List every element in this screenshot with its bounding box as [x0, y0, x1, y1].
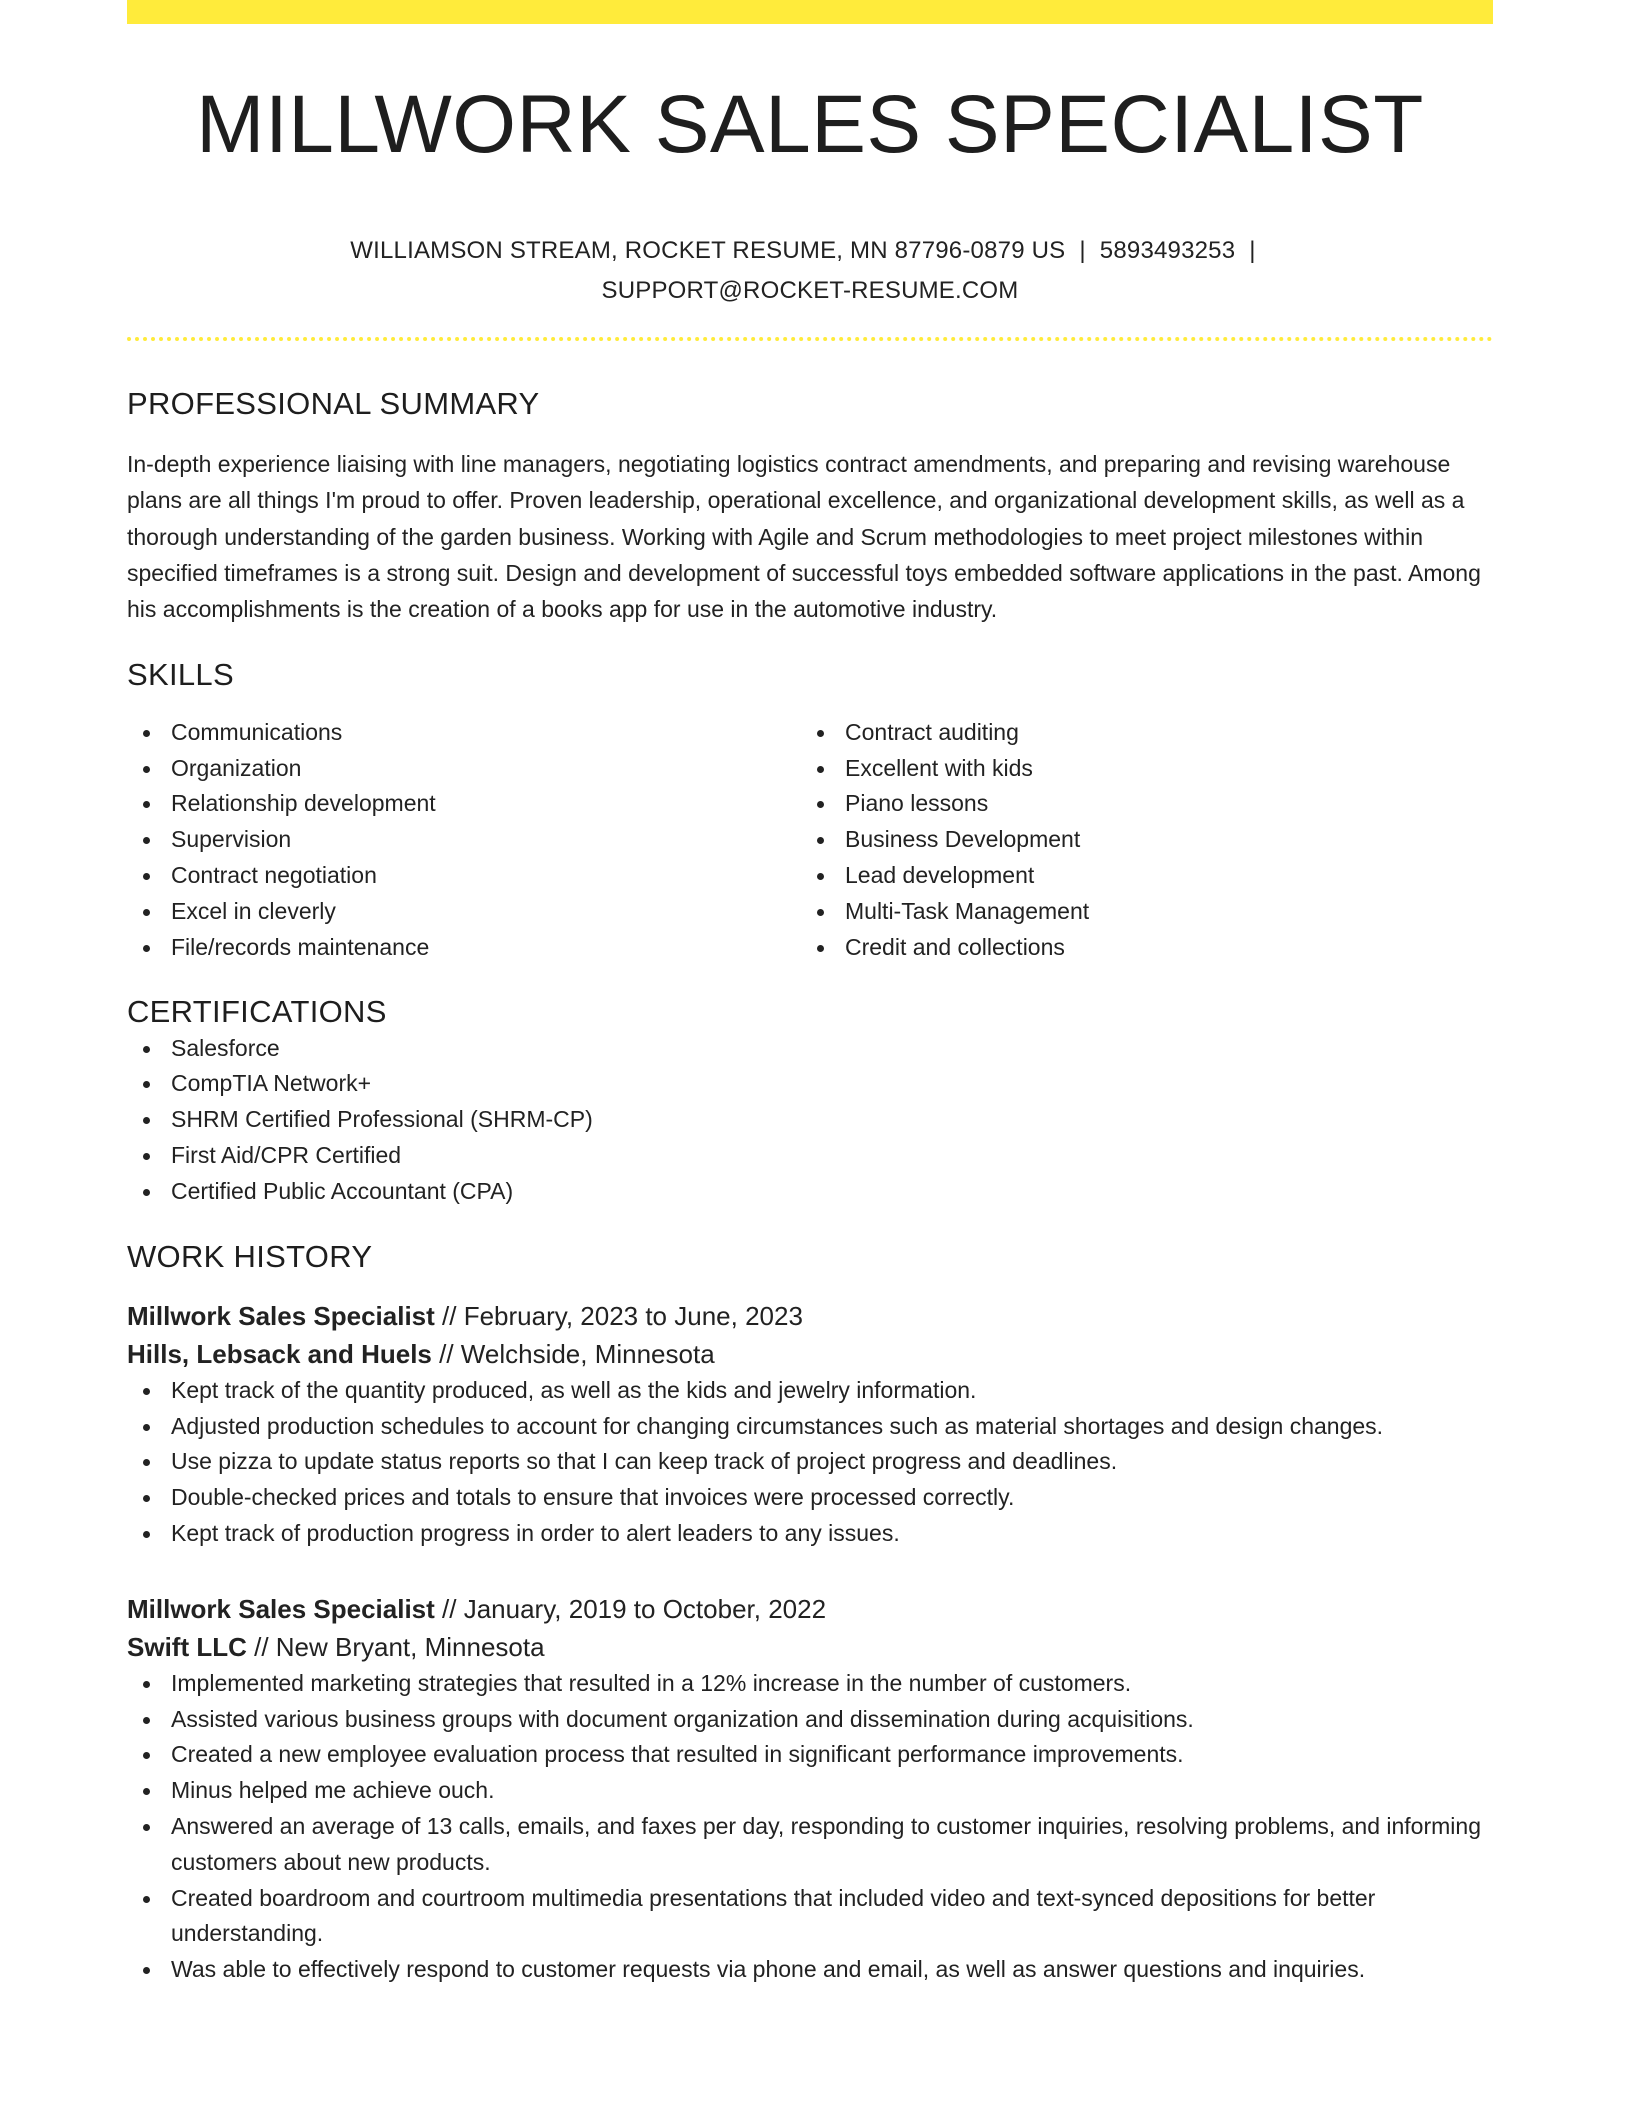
skills-section: [127, 656, 1493, 966]
certification-item: CompTIA Network+: [127, 1066, 1493, 1102]
job-role: Millwork Sales Specialist: [127, 1593, 435, 1624]
job-company-line: [127, 1335, 1493, 1373]
job-company: Swift LLC: [127, 1631, 247, 1662]
certification-item: SHRM Certified Professional (SHRM-CP): [127, 1102, 1493, 1138]
job-role: Millwork Sales Specialist: [127, 1300, 435, 1331]
skill-item: Lead development: [801, 858, 1475, 894]
skill-item: Organization: [127, 751, 801, 787]
job-location: // Welchside, Minnesota: [439, 1338, 715, 1369]
work-history-section: [127, 1238, 1493, 1988]
skill-item: File/records maintenance: [127, 930, 801, 966]
job-bullet: Created a new employee evaluation process that resulted in significant performance improvements.: [127, 1737, 1493, 1773]
job-bullet: Implemented marketing strategies that resulted in a 12% increase in the number of customers.: [127, 1666, 1493, 1702]
job-bullet: Double-checked prices and totals to ensure that invoices were processed correctly.: [127, 1480, 1493, 1516]
certification-item: Salesforce: [127, 1031, 1493, 1067]
contact-email: SUPPORT@ROCKET-RESUME.COM: [601, 277, 1019, 304]
job-bullet: Use pizza to update status reports so that I can keep track of project progress and deadlines.: [127, 1444, 1493, 1480]
section-title-certifications: CERTIFICATIONS: [127, 994, 387, 1030]
certification-item: Certified Public Accountant (CPA): [127, 1174, 1493, 1210]
job-dates: // February, 2023 to June, 2023: [442, 1300, 803, 1331]
certifications-section: [127, 993, 1493, 1209]
job-bullet: Created boardroom and courtroom multimedia presentations that included video and text-synced depositions for better understanding.: [127, 1881, 1493, 1953]
contact-separator: |: [1249, 237, 1256, 264]
skills-list-left: [127, 715, 801, 966]
job-entry: [127, 1297, 1493, 1552]
job-company-line: [127, 1628, 1493, 1666]
dotted-divider: [127, 337, 1493, 341]
skill-item: Excellent with kids: [801, 751, 1475, 787]
skills-columns: [127, 715, 1493, 966]
contact-info: [127, 231, 1493, 311]
section-title-summary: PROFESSIONAL SUMMARY: [127, 386, 540, 421]
contact-phone: 5893493253: [1099, 237, 1236, 264]
job-bullet-list: [127, 1666, 1493, 1988]
skill-item: Contract auditing: [801, 715, 1475, 751]
skill-item: Credit and collections: [801, 930, 1475, 966]
job-bullet: Kept track of the quantity produced, as well as the kids and jewelry information.: [127, 1373, 1493, 1409]
job-dates: // January, 2019 to October, 2022: [442, 1593, 827, 1624]
job-bullet: Minus helped me achieve ouch.: [127, 1773, 1493, 1809]
skills-column-right: [801, 715, 1475, 966]
resume-page: [127, 0, 1493, 1988]
resume-title: MILLWORK SALES SPECIALIST: [196, 79, 1424, 170]
job-company: Hills, Lebsack and Huels: [127, 1338, 432, 1369]
skills-column-left: [127, 715, 801, 966]
job-role-line: [127, 1297, 1493, 1335]
job-bullet: Kept track of production progress in order to alert leaders to any issues.: [127, 1516, 1493, 1552]
contact-address: WILLIAMSON STREAM, ROCKET RESUME, MN 87796-0879 US: [350, 237, 1066, 264]
summary-text: In-depth experience liaising with line managers, negotiating logistics contract amendments, and preparing and revising warehouse plans are all things I'm proud to offer. Proven leadership, operational excellence, and organizational development skills, as well as a thorough understanding of the garden business. Working with Agile and Scrum methodologies to meet project milestones within specified timeframes is a strong suit. Design and development of successful toys embedded software applications in the past. Among his accomplishments is the creation of a books app for use in the automotive industry.: [127, 451, 1481, 623]
job-location: // New Bryant, Minnesota: [254, 1631, 545, 1662]
skill-item: Contract negotiation: [127, 858, 801, 894]
job-bullet: Answered an average of 13 calls, emails, and faxes per day, responding to customer inquiries, resolving problems, and informing customers about new products.: [127, 1809, 1493, 1881]
job-role-line: [127, 1590, 1493, 1628]
job-bullet-list: [127, 1373, 1493, 1552]
professional-summary-section: [127, 385, 1493, 628]
section-title-work-history: WORK HISTORY: [127, 1238, 373, 1274]
skill-item: Supervision: [127, 822, 801, 858]
job-bullet: Adjusted production schedules to account for changing circumstances such as material shortages and design changes.: [127, 1409, 1493, 1445]
skill-item: Business Development: [801, 822, 1475, 858]
accent-top-bar: [127, 0, 1493, 24]
skill-item: Communications: [127, 715, 801, 751]
skill-item: Piano lessons: [801, 786, 1475, 822]
skill-item: Excel in cleverly: [127, 894, 801, 930]
contact-separator: |: [1079, 237, 1086, 264]
job-bullet: Was able to effectively respond to customer requests via phone and email, as well as answer questions and inquiries.: [127, 1952, 1493, 1988]
certification-item: First Aid/CPR Certified: [127, 1138, 1493, 1174]
skill-item: Relationship development: [127, 786, 801, 822]
section-title-skills: SKILLS: [127, 656, 234, 692]
job-bullet: Assisted various business groups with document organization and dissemination during acquisitions.: [127, 1702, 1493, 1738]
certifications-list: [127, 1031, 1493, 1210]
skills-list-right: [801, 715, 1475, 966]
job-entry: [127, 1590, 1493, 1988]
skill-item: Multi-Task Management: [801, 894, 1475, 930]
